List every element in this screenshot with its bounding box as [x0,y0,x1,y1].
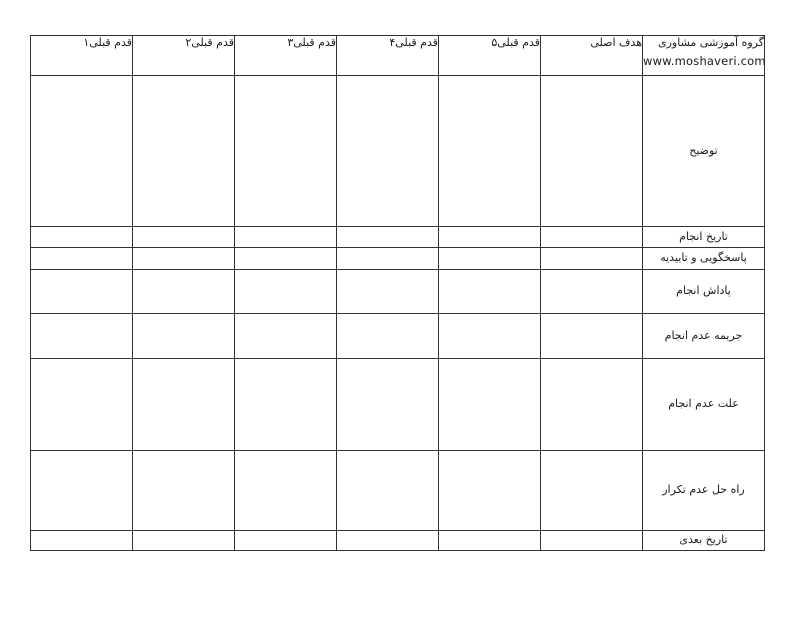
cell-reward-main-goal[interactable] [541,270,643,314]
col-header-prev-step-4: قدم قبلی۴ [337,36,439,76]
cell-accountability-step-5[interactable] [439,248,541,270]
cell-next-date-step-5[interactable] [439,531,541,551]
cell-description-step-5[interactable] [439,76,541,227]
col-header-prev-step-2: قدم قبلی۲ [133,36,235,76]
cell-penalty-step-5[interactable] [439,314,541,359]
cell-description-step-1[interactable] [31,76,133,227]
cell-reward-step-4[interactable] [337,270,439,314]
cell-done-date-step-3[interactable] [235,227,337,248]
row-label-prevention: راه حل عدم تکرار [643,451,765,531]
row-label-accountability: پاسخگویی و تاییدیه [643,248,765,270]
cell-done-date-step-1[interactable] [31,227,133,248]
cell-accountability-step-3[interactable] [235,248,337,270]
cell-prevention-step-3[interactable] [235,451,337,531]
cell-next-date-step-1[interactable] [31,531,133,551]
header-row [31,36,765,76]
cell-prevention-main-goal[interactable] [541,451,643,531]
row-label-penalty: جریمه عدم انجام [643,314,765,359]
col-header-prev-step-5: قدم قبلی۵ [439,36,541,76]
cell-next-date-step-3[interactable] [235,531,337,551]
cell-description-main-goal[interactable] [541,76,643,227]
row-failure-reason [31,359,765,451]
cell-failure-reason-step-1[interactable] [31,359,133,451]
row-done-date [31,227,765,248]
cell-reward-step-1[interactable] [31,270,133,314]
row-penalty [31,314,765,359]
cell-reward-step-3[interactable] [235,270,337,314]
org-website: www.moshaveri.com [643,53,766,68]
cell-penalty-step-1[interactable] [31,314,133,359]
cell-accountability-step-1[interactable] [31,248,133,270]
cell-prevention-step-4[interactable] [337,451,439,531]
row-description [31,76,765,227]
cell-accountability-step-4[interactable] [337,248,439,270]
cell-penalty-main-goal[interactable] [541,314,643,359]
cell-prevention-step-1[interactable] [31,451,133,531]
cell-failure-reason-step-2[interactable] [133,359,235,451]
row-next-date [31,531,765,551]
row-label-next-date: تاریخ بعدی [643,531,765,551]
cell-reward-step-5[interactable] [439,270,541,314]
cell-penalty-step-2[interactable] [133,314,235,359]
org-header-cell [643,36,765,76]
org-name: گروه آموزشی مشاوری [658,36,764,49]
cell-next-date-main-goal[interactable] [541,531,643,551]
row-accountability [31,248,765,270]
row-label-done-date: تاریخ انجام [643,227,765,248]
cell-description-step-4[interactable] [337,76,439,227]
col-header-prev-step-3: قدم قبلی۳ [235,36,337,76]
cell-failure-reason-step-3[interactable] [235,359,337,451]
cell-failure-reason-main-goal[interactable] [541,359,643,451]
cell-prevention-step-5[interactable] [439,451,541,531]
cell-done-date-step-5[interactable] [439,227,541,248]
cell-accountability-main-goal[interactable] [541,248,643,270]
cell-penalty-step-3[interactable] [235,314,337,359]
cell-description-step-3[interactable] [235,76,337,227]
cell-done-date-step-2[interactable] [133,227,235,248]
row-label-failure-reason: علت عدم انجام [643,359,765,451]
col-header-prev-step-1: قدم قبلی۱ [31,36,133,76]
cell-failure-reason-step-5[interactable] [439,359,541,451]
row-label-description: توضیح [643,76,765,227]
cell-prevention-step-2[interactable] [133,451,235,531]
cell-penalty-step-4[interactable] [337,314,439,359]
cell-next-date-step-4[interactable] [337,531,439,551]
goal-steps-table [30,35,765,551]
row-reward [31,270,765,314]
cell-done-date-main-goal[interactable] [541,227,643,248]
row-prevention [31,451,765,531]
cell-accountability-step-2[interactable] [133,248,235,270]
cell-failure-reason-step-4[interactable] [337,359,439,451]
cell-description-step-2[interactable] [133,76,235,227]
cell-next-date-step-2[interactable] [133,531,235,551]
cell-reward-step-2[interactable] [133,270,235,314]
cell-done-date-step-4[interactable] [337,227,439,248]
col-header-main-goal: هدف اصلی [541,36,643,76]
row-label-reward: پاداش انجام [643,270,765,314]
